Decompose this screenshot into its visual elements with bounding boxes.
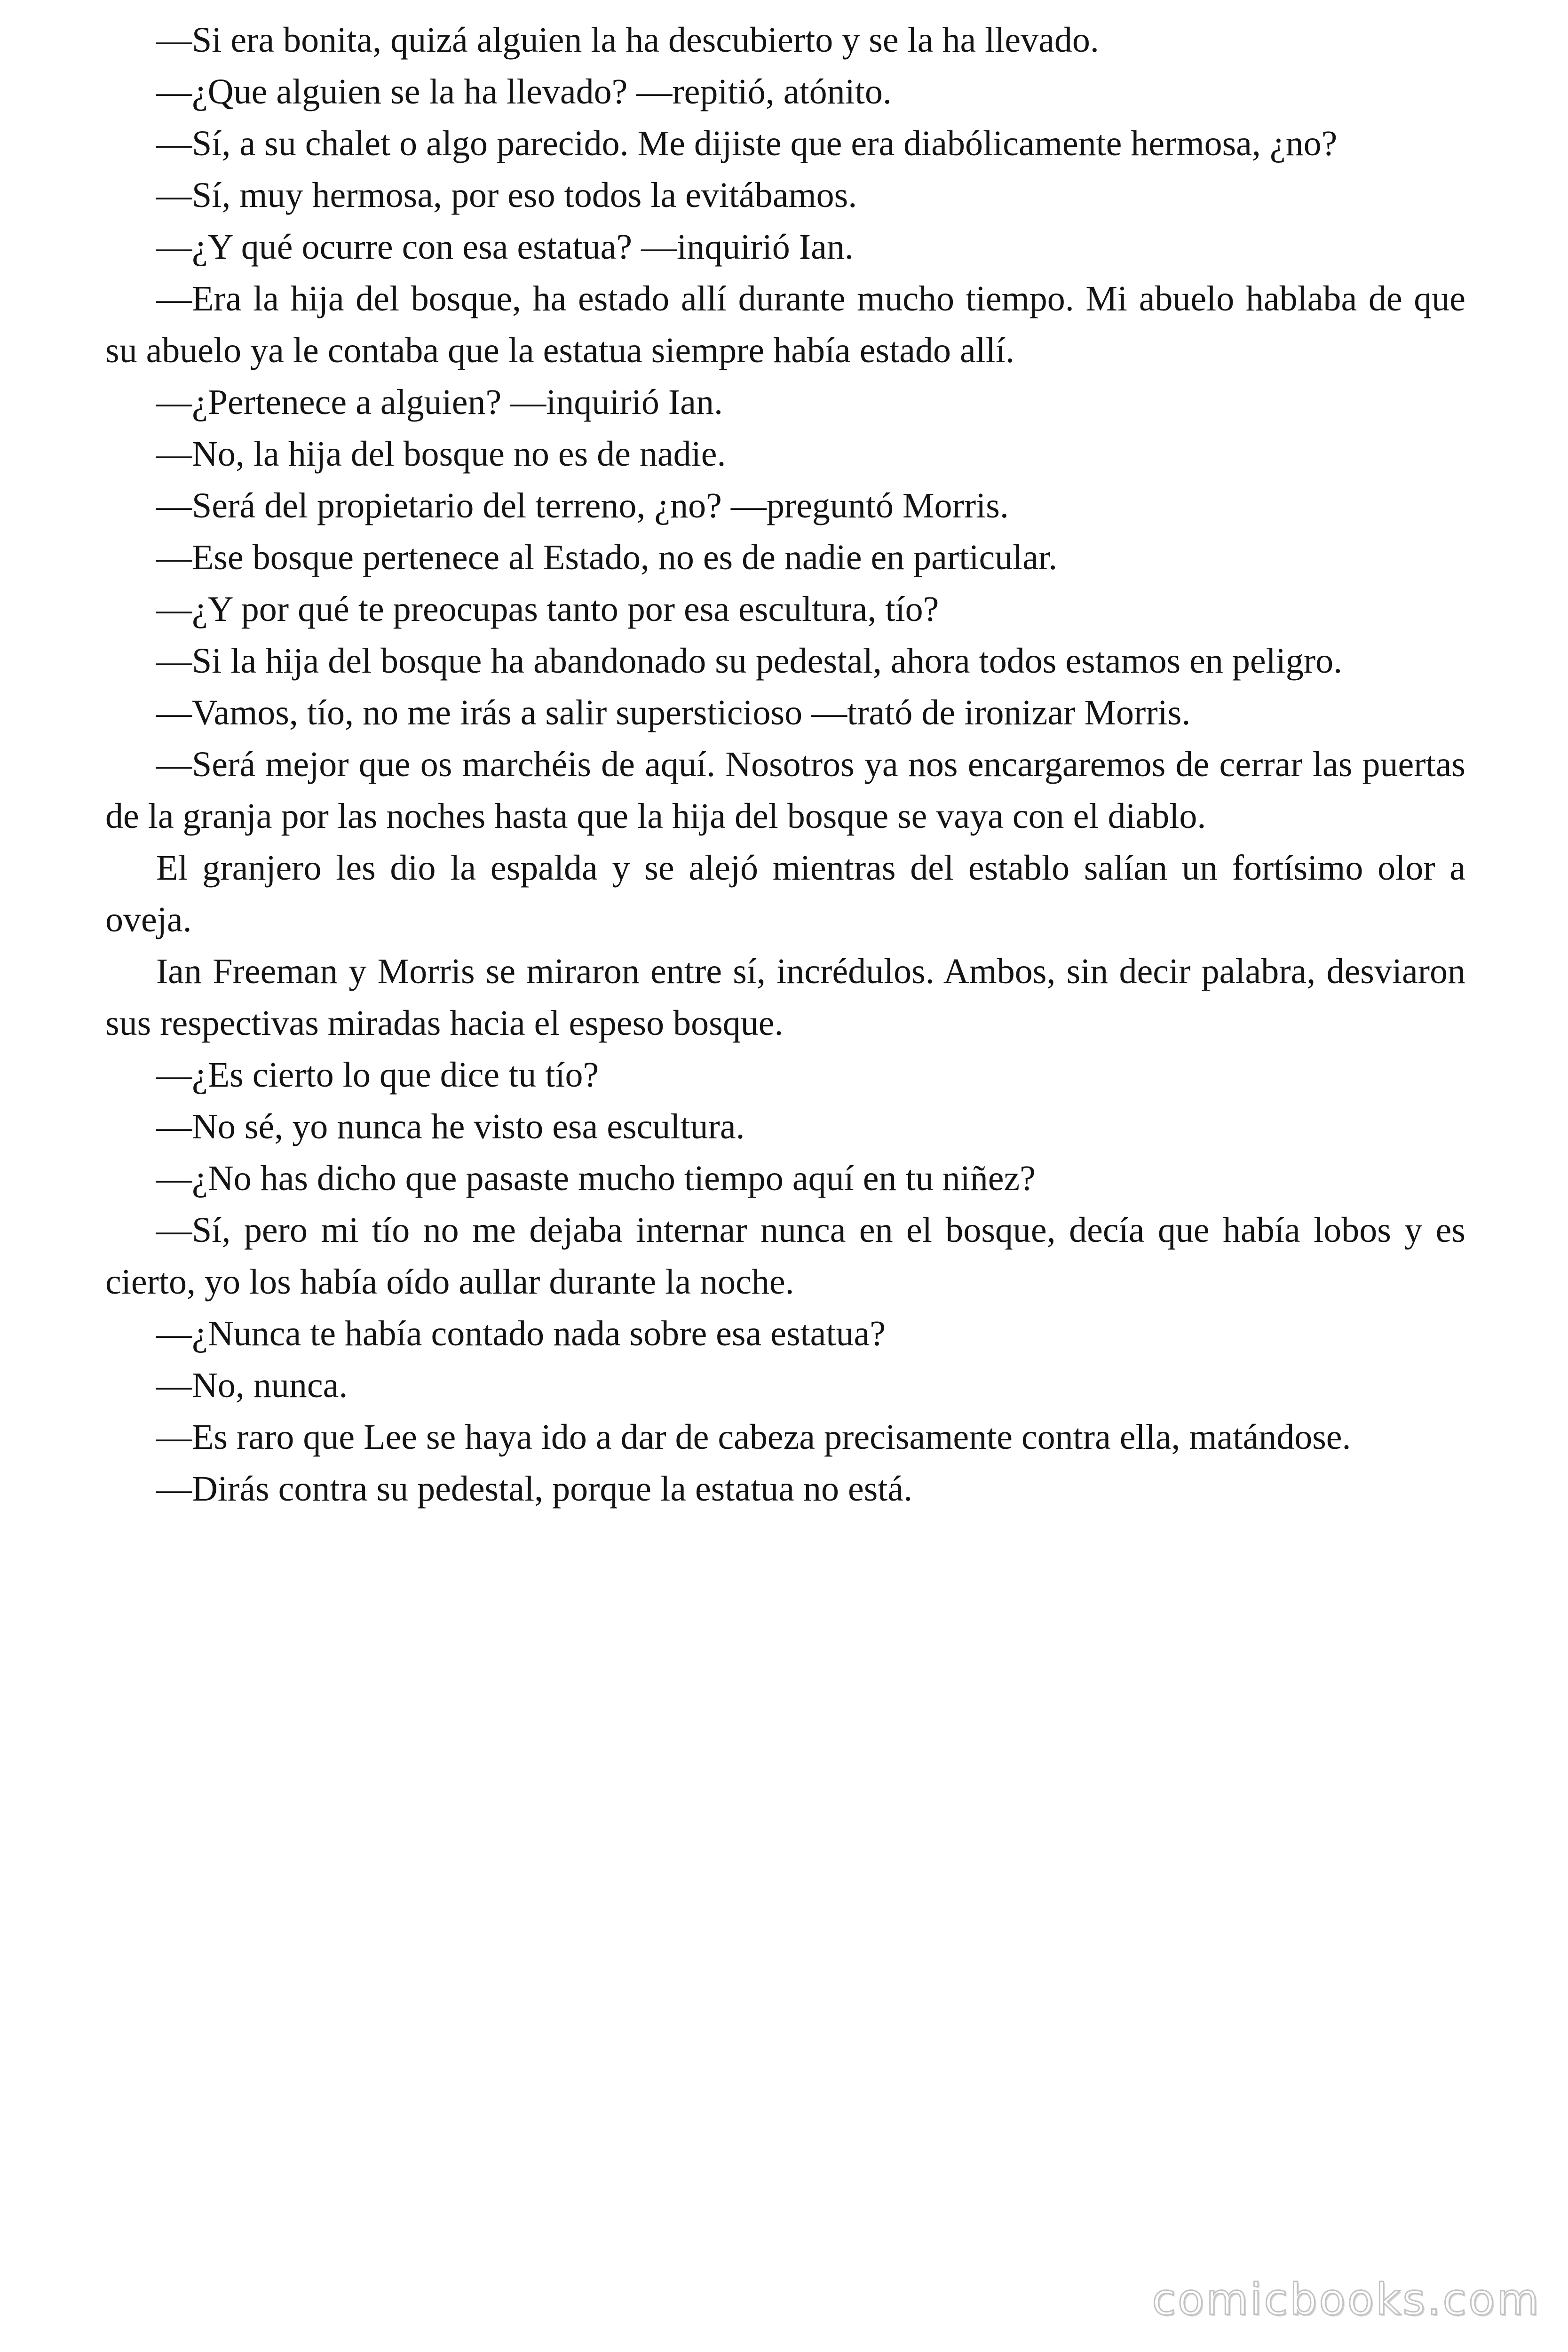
- paragraph: —No, la hija del bosque no es de nadie.: [156, 434, 726, 474]
- paragraph: —Será del propietario del terreno, ¿no? —preguntó Morris.: [156, 486, 1009, 525]
- paragraph: —Si era bonita, quizá alguien la ha descubierto y se la ha llevado.: [156, 20, 1099, 60]
- paragraph: —¿Pertenece a alguien? —inquirió Ian.: [156, 382, 723, 422]
- watermark: comicbooks.com: [1152, 2274, 1541, 2325]
- paragraph: —Sí, a su chalet o algo parecido. Me dijiste que era diabólicamente hermosa, ¿no?: [156, 124, 1338, 163]
- paragraph: —¿Y por qué te preocupas tanto por esa escultura, tío?: [156, 589, 939, 629]
- paragraph: —Si la hija del bosque ha abandonado su pedestal, ahora todos estamos en peligro.: [156, 641, 1343, 681]
- paragraph: —¿Y qué ocurre con esa estatua? —inquirió Ian.: [156, 227, 854, 267]
- paragraph: —No sé, yo nunca he visto esa escultura.: [156, 1107, 745, 1146]
- paragraph: —Era la hija del bosque, ha estado allí durante mucho tiempo. Mi abuelo hablaba de que su abuelo ya le contaba que la estatua siempre había estado allí.: [105, 279, 1465, 370]
- paragraph: —¿No has dicho que pasaste mucho tiempo aquí en tu niñez?: [156, 1159, 1036, 1198]
- paragraph: —Ese bosque pertenece al Estado, no es de nadie en particular.: [156, 538, 1058, 577]
- paragraph: —¿Es cierto lo que dice tu tío?: [156, 1055, 599, 1095]
- paragraph: —¿Nunca te había contado nada sobre esa estatua?: [156, 1314, 886, 1353]
- paragraph: —No, nunca.: [156, 1366, 348, 1405]
- paragraph: —Es raro que Lee se haya ido a dar de cabeza precisamente contra ella, matándose.: [156, 1417, 1351, 1457]
- paragraph: —¿Que alguien se la ha llevado? —repitió, atónito.: [156, 72, 892, 111]
- paragraph: —Vamos, tío, no me irás a salir supersticioso —trató de ironizar Morris.: [156, 693, 1191, 732]
- paragraph: Ian Freeman y Morris se miraron entre sí, incrédulos. Ambos, sin decir palabra, desviaron sus respectivas miradas hacia el espeso bosque.: [105, 952, 1465, 1043]
- paragraph: El granjero les dio la espalda y se alejó mientras del establo salían un fortísimo olor a oveja.: [105, 848, 1465, 939]
- paragraph: —Será mejor que os marchéis de aquí. Nosotros ya nos encargaremos de cerrar las puertas de la granja por las noches hasta que la hija del bosque se vaya con el diablo.: [105, 745, 1465, 836]
- paragraph: —Dirás contra su pedestal, porque la estatua no está.: [156, 1469, 913, 1509]
- paragraph: —Sí, pero mi tío no me dejaba internar nunca en el bosque, decía que había lobos y es cierto, yo los había oído aullar durante la noche.: [105, 1210, 1465, 1302]
- page-text: [105, 14, 1465, 1515]
- paragraph: —Sí, muy hermosa, por eso todos la evitábamos.: [156, 175, 857, 215]
